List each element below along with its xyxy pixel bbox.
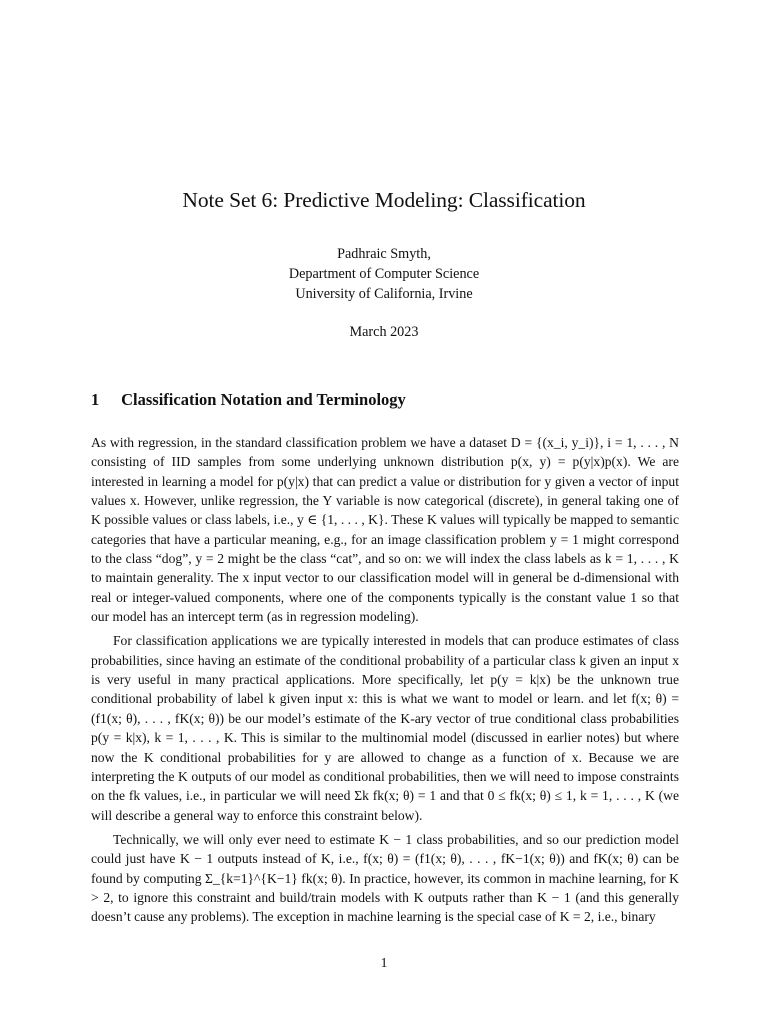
author-department: Department of Computer Science — [288, 266, 480, 282]
body-text — [91, 433, 679, 927]
author-university: University of California, Irvine — [295, 286, 473, 302]
paragraph-3: Technically, we will only ever need to estimate K − 1 class probabilities, and so our prediction model could just have K − 1 outputs instead of K, i.e., f(x; θ) = (f1(x; θ), . . . , fK−1(x; θ)) and fK(x; θ) can be found by computing Σ_{k=1}^{K−1} fk(x; θ). In practice, however, its common in machine learning, for K > 2, to ignore this constraint and build/train models with K outputs rather than K − 1 (and this generally doesn’t cause any problems). The exception in machine learning is the special case of K = 2, i.e., binary — [91, 831, 679, 925]
page-number: 1 — [380, 955, 388, 970]
author-name: Padhraic Smyth, — [337, 246, 431, 262]
author-block — [0, 244, 768, 304]
paragraph-2: For classification applications we are typically interested in models that can produce estimates of class probabilities, since having an estimate of the conditional probability of a particular class k given an input x is very useful in many practical applications. More specifically, let p(y = k|x) be the unknown true conditional probability of label k given input x: this is what we want to model or learn. and let f(x; θ) = (f1(x; θ), . . . , fK(x; θ)) be our model’s estimate of the K-ary vector of true conditional class probabilities p(y = k|x), k = 1, . . . , K. This is similar to the multinomial model (discussed in earlier notes) but where now the K conditional probabilities for y are allowed to change as a function of x. Because we are interpreting the K outputs of our model as conditional probabilities, then we will need to impose constraints on the fk values, i.e., in particular we will need Σk fk(x; θ) = 1 and that 0 ≤ fk(x; θ) ≤ 1, k = 1, . . . , K (we will describe a general way to enforce this constraint below). — [91, 633, 679, 823]
paper-title: Note Set 6: Predictive Modeling: Classification — [182, 188, 586, 212]
section-number: 1 — [91, 390, 100, 409]
paper-date: March 2023 — [349, 324, 419, 340]
section-heading — [91, 390, 406, 410]
section-title: Classification Notation and Terminology — [121, 390, 406, 409]
paragraph-1: As with regression, in the standard classification problem we have a dataset D = {(x_i, y_i)}, i = 1, . . . , N consisting of IID samples from some underlying unknown distribution p(x, y) = p(y|x)p(x). We are interested in learning a model for p(y|x) that can predict a value or distribution for y given a vector of input values x. However, unlike regression, the Y variable is now categorical (discrete), in general taking one of K possible values or class labels, i.e., y ∈ {1, . . . , K}. These K values will typically be mapped to semantic categories that have a particular meaning, e.g., for an image classification problem y = 1 might correspond to the class “dog”, y = 2 might be the class “cat”, and so on: we will index the class labels as k = 1, . . . , K to maintain generality. The x input vector to our classification model will in general be d-dimensional with real or integer-valued components, where one of the components typically is the constant value 1 so that our model has an intercept term (as in regression modeling). — [91, 435, 679, 625]
